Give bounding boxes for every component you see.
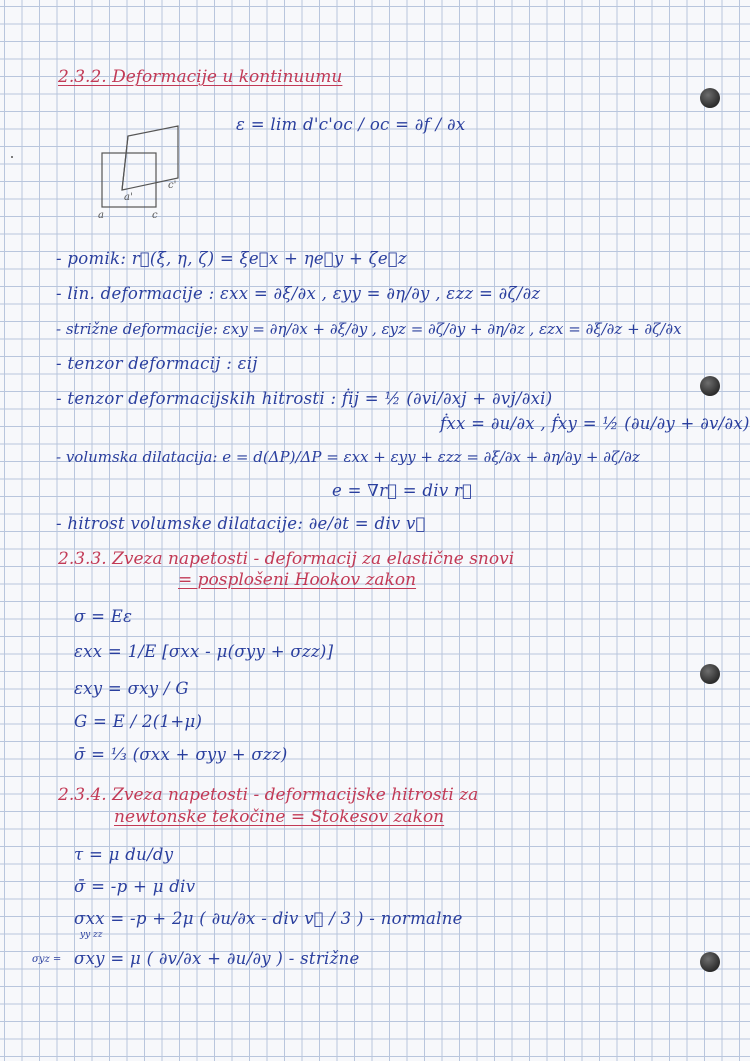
punch-hole: [700, 664, 720, 684]
section-heading: 2.3.4. Zveza napetosti - deformacijske hitrosti za: [58, 785, 479, 805]
stokes-line-3: σxx = -p + 2μ ( ∂u/∂x - div v⃗ / 3 ) - normalne: [74, 909, 463, 928]
hooke-line-1: σ = Eε: [74, 607, 133, 626]
punch-hole: [700, 952, 720, 972]
section-subheading: newtonske tekočine = Stokesov zakon: [114, 807, 445, 827]
stokes-line-3-subscript: yy zz: [80, 930, 103, 940]
pen-dot: [11, 156, 13, 158]
section-heading: 2.3.3. Zveza napetosti - deformacij za elastične snovi: [58, 549, 515, 569]
line-vol-dilatacija-2: e = ∇r⃗ = div r⃗: [332, 481, 473, 500]
punch-hole: [700, 88, 720, 108]
line-tenzor-hitrost-2: ḟxx = ∂u/∂x , ḟxy = ½ (∂u/∂y + ∂v/∂x): [440, 414, 750, 433]
line-vol-dilatacija-1: - volumska dilatacija: e = d(ΔP)/ΔP = εxx + εyy + εzz = ∂ξ/∂x + ∂η/∂y + ∂ζ/∂z: [56, 448, 640, 466]
section-subheading: = posplošeni Hookov zakon: [178, 570, 417, 590]
section-heading: 2.3.2. Deformacije u kontinuumu: [58, 67, 343, 87]
stokes-line-4: σxy = μ ( ∂v/∂x + ∂u/∂y ) - strižne: [74, 949, 360, 968]
line-tenzor-hitrost-1: - tenzor deformacijskih hitrosti : ḟij = ½ (∂vi/∂xj + ∂vj/∂xi): [56, 389, 553, 408]
hooke-line-3: εxy = σxy / G: [74, 679, 189, 698]
line-pomak: - pomik: r⃗(ξ, η, ζ) = ξe⃗x + ηe⃗y + ζe⃗z: [56, 249, 407, 268]
line-tenzor-def: - tenzor deformacij : εij: [56, 354, 258, 373]
hooke-line-4: G = E / 2(1+μ): [74, 712, 203, 731]
stokes-line-2: σ̄ = -p + μ div: [74, 877, 196, 896]
sketch-label-a-prime: a': [124, 192, 133, 203]
deformation-sketch: [90, 118, 190, 228]
sketch-label-a: a: [98, 210, 104, 221]
hooke-line-5: σ̄ = ⅓ (σxx + σyy + σzz): [74, 745, 288, 764]
hooke-line-2: εxx = 1/E [σxx - μ(σyy + σzz)]: [74, 642, 334, 661]
line-hitrost-vol: - hitrost volumske dilatacije: ∂e/∂t = div v⃗: [56, 514, 426, 533]
line-lin-def: - lin. deformacije : εxx = ∂ξ/∂x , εyy = ∂η/∂y , εzz = ∂ζ/∂z: [56, 284, 541, 303]
sketch-label-c-prime: c': [168, 180, 177, 191]
stokes-line-1: τ = μ du/dy: [74, 845, 174, 864]
line-strizne-def: - strižne deformacije: εxy = ∂η/∂x + ∂ξ/∂y , εyz = ∂ζ/∂y + ∂η/∂z , εzx = ∂ξ/∂z + ∂ζ/∂x: [56, 320, 682, 338]
punch-hole: [700, 376, 720, 396]
stokes-margin-note: σyz =: [32, 954, 62, 965]
strain-definition: ε = lim d'c'oc / oc = ∂f / ∂x: [236, 115, 466, 134]
sketch-label-c: c: [152, 210, 158, 221]
